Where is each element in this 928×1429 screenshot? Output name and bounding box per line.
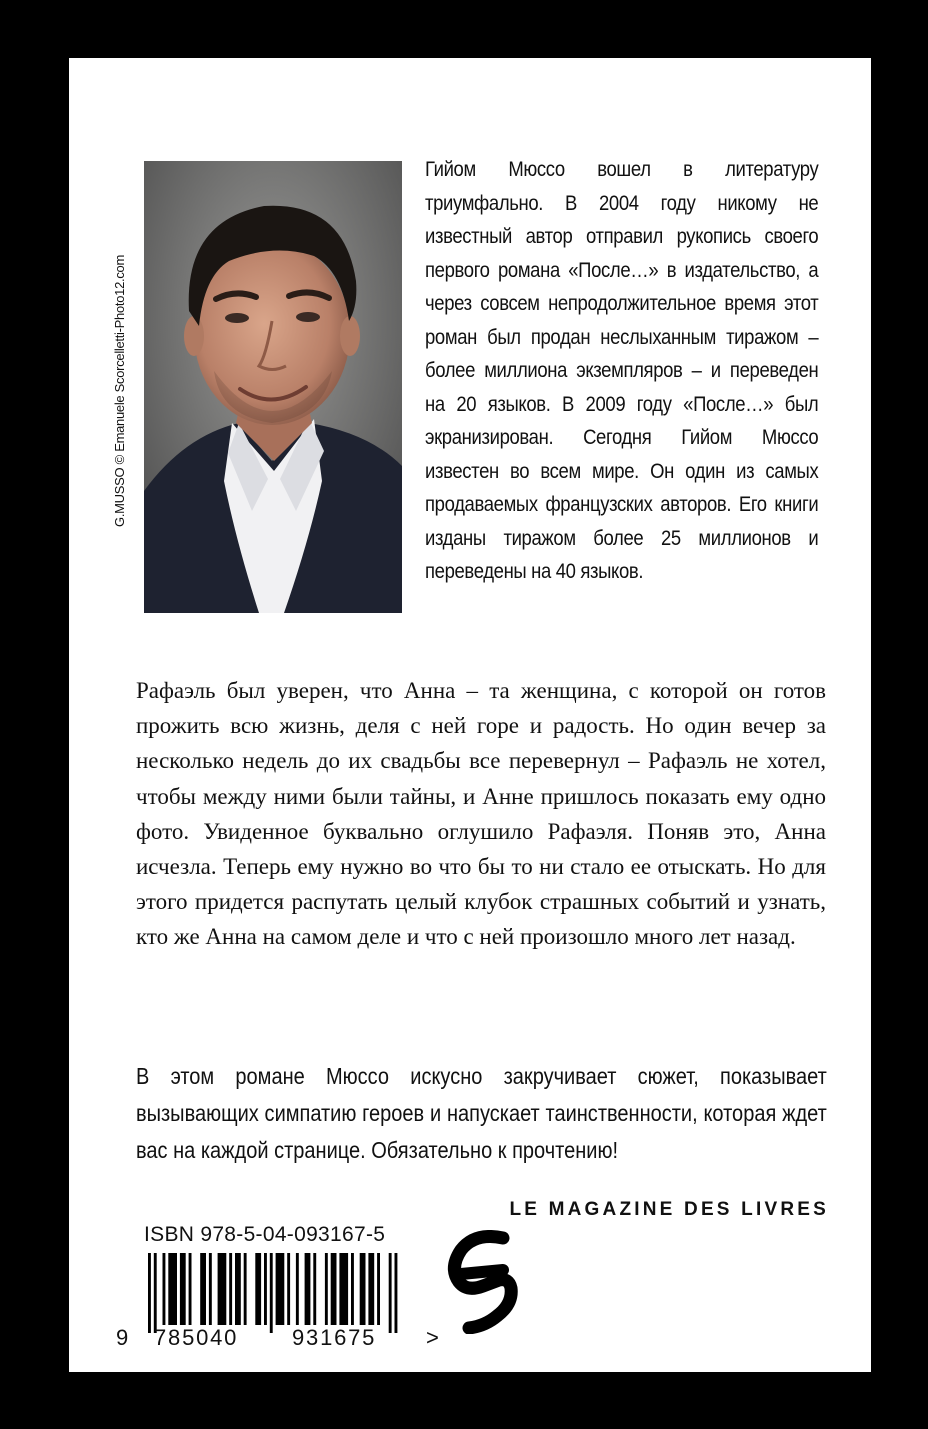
barcode-bar <box>276 1253 285 1325</box>
barcode-right-group: 931675 <box>292 1325 377 1350</box>
barcode-bar <box>189 1253 192 1325</box>
synopsis-text: Рафаэль был уверен, что Анна – та женщина, с которой он готов прожить всю жизнь, деля с ней горе и радость. Но один вечер за несколько недель до их свадьбы все перевернул – Рафаэль не хотел, чтобы между ними были тайны, и Анне пришлось показать ему одно фото. Увиденное буквально оглушило Рафаэля. Поняв это, Анна исчезла. Теперь ему нужно во что бы то ни стало ее отыскать. Но для этого придется распутать целый клубок страшных событий и узнать, кто же Анна на самом деле и что с ней произошло много лет назад. <box>136 678 826 950</box>
review-source: LE MAGAZINE DES LIVRES <box>509 1199 829 1220</box>
barcode-digits <box>116 1325 446 1355</box>
barcode-bar <box>389 1253 392 1333</box>
barcode-bar <box>148 1253 151 1333</box>
barcode-bar <box>235 1253 241 1325</box>
barcode-bar <box>287 1253 290 1325</box>
barcode-bar <box>229 1253 232 1325</box>
publisher-logo-icon <box>445 1230 519 1334</box>
barcode-bar <box>305 1253 311 1325</box>
barcode-bar <box>180 1253 186 1325</box>
isbn-number: ISBN 978-5-04-093167-5 <box>144 1223 386 1246</box>
photo-credit: G.MUSSO © Emanuele Scorcelletti-Photo12.com <box>112 255 127 527</box>
barcode-bar <box>339 1253 348 1325</box>
barcode-bar <box>168 1253 177 1325</box>
barcode-bar <box>264 1253 267 1325</box>
barcode-bar <box>296 1253 299 1325</box>
barcode-bar <box>368 1253 374 1325</box>
barcode-bar <box>395 1253 398 1333</box>
barcode-bar <box>163 1253 166 1325</box>
barcode-bar <box>218 1253 227 1325</box>
back-cover <box>69 58 871 1372</box>
author-photo <box>144 161 402 613</box>
press-review <box>136 1058 827 1169</box>
barcode-bar <box>331 1253 337 1325</box>
author-bio: Гийом Мюссо вошел в литературу триумфально. В 2004 году никому не известный автор отправил рукопись своего первого романа «После…» в издательство, а через совсем непродолжительное время этот роман был продан неслыханным тиражом – более миллиона экземпляров – и переведен на 20 языков. В 2009 году «После…» был экранизирован. Сегодня Гийом Мюссо известен во всем мире. Он один из самых продаваемых французских авторов. Его книги изданы тиражом более 25 миллионов и переведены на 40 языков. <box>425 158 819 583</box>
barcode-bar <box>360 1253 366 1325</box>
barcode-bar <box>209 1253 212 1325</box>
book-synopsis <box>136 673 826 955</box>
barcode-bar <box>154 1253 157 1333</box>
review-text: В этом романе Мюссо искусно закручивает сюжет, показывает вызывающих симпатию героев и напускает таинственности, которая ждет вас на каждой странице. Обязательно к прочтению! <box>136 1063 827 1163</box>
barcode <box>146 1253 422 1333</box>
barcode-bar <box>351 1253 354 1325</box>
barcode-left-group: 785040 <box>154 1325 239 1350</box>
barcode-bar <box>200 1253 206 1325</box>
barcode-first-digit: 9 <box>116 1325 131 1350</box>
barcode-bar <box>377 1253 380 1325</box>
barcode-bar <box>313 1253 316 1325</box>
barcode-bar <box>325 1253 328 1325</box>
barcode-bar <box>244 1253 247 1325</box>
barcode-bar <box>255 1253 261 1325</box>
barcode-bar <box>270 1253 273 1333</box>
barcode-end-mark: > <box>426 1325 441 1350</box>
